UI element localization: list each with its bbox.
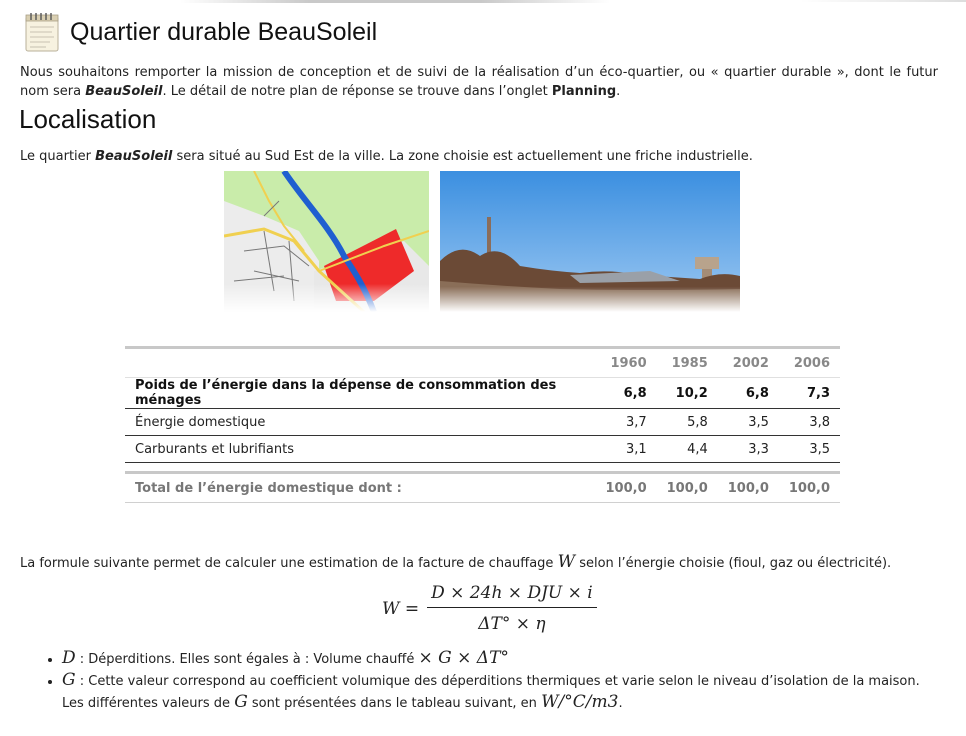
table-cell: 3,1 [596,436,657,463]
table-cell: 100,0 [779,473,840,503]
intro-paragraph [20,63,938,101]
table-cell: 100,0 [596,473,657,503]
table-cell: 3,8 [779,409,840,436]
table-cell: 4,4 [657,436,718,463]
row-label: Poids de l’énergie dans la dépense de consommation des ménages [125,378,596,409]
math-variable: W [557,552,576,572]
definition-text: : Cette valeur correspond au coefficient volumique des déperditions thermiques et varie selon le niveau d’isolation de la maison. Les différentes valeurs de [62,674,920,711]
formula-numerator: D × 24h × DJU × i [427,583,597,608]
table-header-row [125,348,840,378]
section-heading-localisation: Localisation [19,104,157,134]
top-divider [180,0,610,3]
definition-text: sont présentées dans le tableau suivant, en [247,696,542,711]
math-expression: × G × ΔT° [418,648,509,668]
formula-intro-text: La formule suivante permet de calculer une estimation de la facture de chauffage [20,556,558,571]
table-spacer [125,463,840,473]
row-label: Énergie domestique [125,409,596,436]
project-name: BeauSoleil [95,149,173,164]
table-cell: 5,8 [657,409,718,436]
formula-fraction [427,583,597,634]
location-map [224,171,429,312]
intro-text: . Le détail de notre plan de réponse se trouve dans l’onglet [162,84,552,99]
formula-lhs: W = [382,598,420,619]
definition-text: : Déperditions. Elles sont égales à : Volume chauffé [75,652,419,667]
table-header-cell: 1985 [657,348,718,378]
localisation-text: sera situé au Sud Est de la ville. La zone choisie est actuellement une friche industrielle. [172,149,753,164]
table-cell: 100,0 [657,473,718,503]
list-item [62,670,942,714]
definitions-list [44,648,942,714]
planning-tab-reference: Planning [551,84,617,99]
table-cell: 10,2 [657,378,718,409]
table-row [125,436,840,463]
math-unit: W/°C/m3 [541,692,619,712]
math-variable: G [234,692,248,712]
table-row [125,409,840,436]
page-title: Quartier durable BeauSoleil [70,17,378,46]
list-item [62,648,942,670]
table-cell: 6,8 [596,378,657,409]
intro-text: . [616,84,621,99]
title-row [24,10,377,54]
table-cell: 100,0 [718,473,779,503]
math-variable: G [62,670,76,690]
table-total-row [125,473,840,503]
table-header-cell [125,348,596,378]
notepad-icon [24,12,60,52]
localisation-text: Le quartier [20,149,96,164]
localisation-paragraph [20,147,753,166]
table-cell: 3,3 [718,436,779,463]
formula-denominator: ΔT° × η [478,614,546,634]
table-header-cell: 2002 [718,348,779,378]
project-name: BeauSoleil [85,84,163,99]
formula-intro-text: selon l’énergie choisie (fioul, gaz ou électricité). [575,556,892,571]
definition-text: . [618,696,623,711]
site-photo [440,171,740,312]
top-divider-right [800,0,966,2]
table-cell: 7,3 [779,378,840,409]
table-cell: 3,7 [596,409,657,436]
energy-table [125,346,840,503]
table-cell: 3,5 [718,409,779,436]
table-row [125,378,840,409]
formula-intro [20,553,891,573]
row-label: Total de l’énergie domestique dont : [125,473,596,503]
row-label: Carburants et lubrifiants [125,436,596,463]
table-cell: 3,5 [779,436,840,463]
math-variable: D [62,648,76,668]
table-cell: 6,8 [718,378,779,409]
table-header-cell: 2006 [779,348,840,378]
intro-text: Nous souhaitons remporter la mission de conception et de suivi de la réalisation d’un éco-quartier, ou « quartier durable », dont le futur nom sera [20,65,938,99]
heating-formula [382,583,597,634]
table-header-cell: 1960 [596,348,657,378]
